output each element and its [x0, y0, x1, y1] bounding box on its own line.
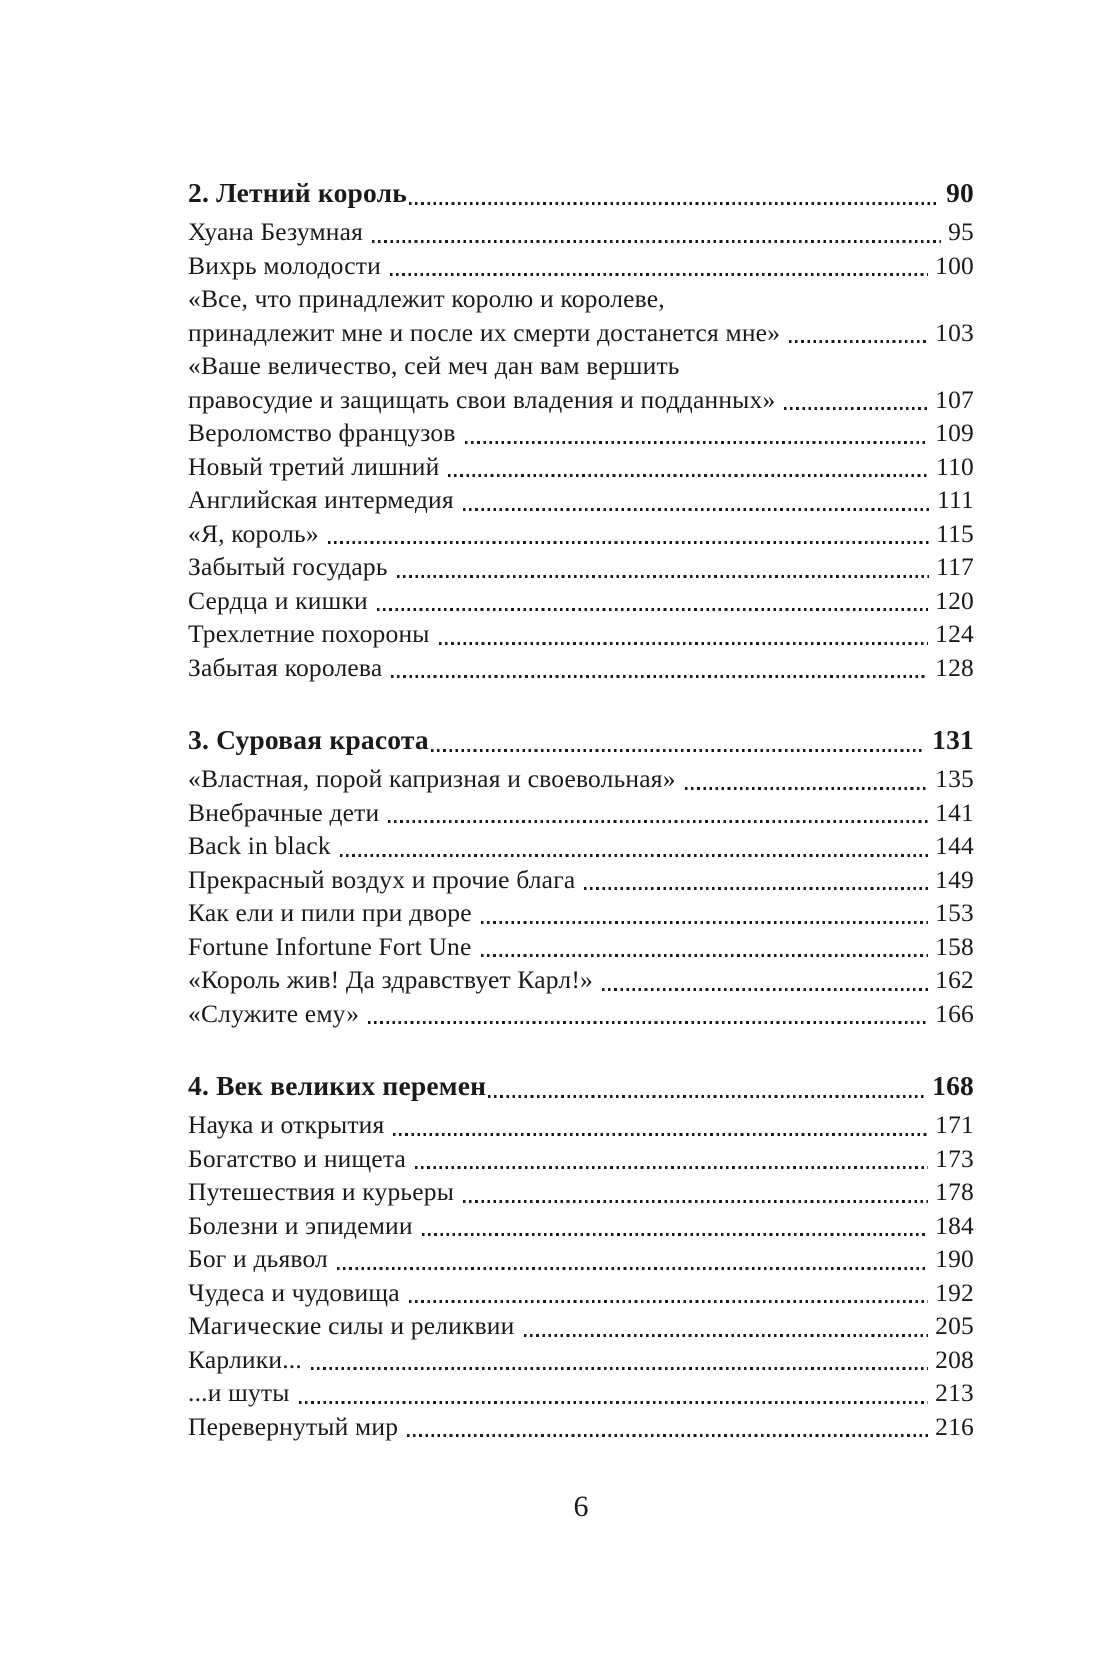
dot-leader	[409, 1300, 928, 1303]
toc-entry-page: 117	[936, 552, 974, 581]
toc-entry-title: 4. Век великих перемен	[188, 1070, 487, 1101]
toc-entry-page: 192	[935, 1277, 974, 1307]
toc-section-heading	[188, 174, 974, 211]
page-number-folio: 6	[573, 1490, 589, 1523]
toc-entry-page: 109	[935, 418, 974, 447]
toc-entry-page: 103	[935, 317, 974, 347]
toc-entry	[188, 316, 974, 350]
toc-entry	[188, 997, 974, 1031]
toc-entry-title: «Служите ему»	[188, 998, 360, 1028]
dot-leader	[299, 1401, 929, 1404]
toc-entry	[188, 1343, 974, 1377]
toc-entry-title: Fortune Infortune Fort Une	[188, 931, 472, 961]
dot-leader	[463, 1200, 928, 1203]
toc-section-heading	[188, 1067, 974, 1104]
toc-entry	[188, 1242, 974, 1276]
dot-leader	[685, 787, 928, 790]
toc-section-heading	[188, 721, 974, 758]
toc-entry-title: Богатство и нищета	[188, 1143, 407, 1173]
toc-entry	[188, 517, 974, 551]
dot-leader	[463, 508, 930, 511]
dot-leader	[377, 608, 928, 611]
toc-entry-page: 216	[935, 1411, 974, 1441]
dot-leader	[584, 887, 928, 890]
toc-entry	[188, 617, 974, 651]
toc-entry-page: 110	[936, 451, 974, 481]
dot-leader	[368, 1021, 928, 1024]
dot-leader	[393, 1133, 928, 1136]
toc-entry	[188, 796, 974, 830]
toc-entry	[188, 215, 974, 249]
dot-leader	[784, 407, 928, 410]
dot-leader	[337, 1267, 928, 1270]
toc-entry	[188, 450, 974, 484]
dot-leader	[789, 340, 928, 343]
toc-entry-title: Прекрасный воздух и прочие блага	[188, 864, 576, 894]
toc-entry	[188, 1309, 974, 1343]
toc-entry	[188, 416, 974, 450]
toc-entry-page: 162	[935, 965, 974, 994]
toc-entry	[188, 863, 974, 897]
dot-leader	[448, 474, 929, 477]
toc-entry	[188, 1209, 974, 1243]
toc-entry	[188, 1142, 974, 1176]
toc-section	[188, 1067, 974, 1443]
toc-entry-page: 173	[935, 1143, 974, 1173]
toc-entry-page: 111	[937, 485, 974, 514]
toc-entry-page: 90	[946, 177, 974, 208]
toc-entry-page: 166	[935, 998, 974, 1028]
toc-entry-title: ...и шуты	[188, 1378, 290, 1407]
dot-leader	[415, 1166, 928, 1169]
toc-entry-title: Трехлетние похороны	[188, 619, 430, 648]
toc-entry-page: 135	[935, 764, 974, 793]
toc-entry-page: 107	[935, 384, 974, 414]
toc-entry	[188, 550, 974, 584]
toc-entry-title: «Ваше величество, сей меч дан вам вершить	[188, 351, 680, 380]
dot-leader	[488, 1095, 925, 1098]
toc-entry-page: 190	[935, 1244, 974, 1273]
dot-leader	[524, 1334, 929, 1337]
toc-entry	[188, 1410, 974, 1444]
toc-entry	[188, 896, 974, 930]
toc-entry	[188, 930, 974, 964]
toc-entry-title: Как ели и пили при дворе	[188, 898, 472, 927]
toc-entry-page: 171	[935, 1110, 974, 1139]
toc-entry-title: Вероломство французов	[188, 418, 456, 447]
dot-leader	[465, 441, 929, 444]
dot-leader	[340, 854, 928, 857]
dot-leader	[481, 954, 929, 957]
toc-entry-title: Внебрачные дети	[188, 797, 380, 827]
toc-entry	[188, 963, 974, 997]
toc-entry-title: 3. Суровая красота	[188, 724, 429, 755]
toc-entry-page: 95	[948, 217, 974, 246]
toc-entry	[188, 483, 974, 517]
dot-leader	[328, 541, 929, 544]
toc-entry	[188, 584, 974, 618]
toc-entry-title: Новый третий лишний	[188, 451, 440, 481]
toc-entry-title: Вихрь молодости	[188, 250, 381, 280]
toc-entry-title: Бог и дьявол	[188, 1244, 328, 1273]
toc-entry	[188, 383, 974, 417]
dot-leader	[481, 921, 928, 924]
toc-entry-page: 131	[932, 724, 974, 755]
toc-entry-title: Хуана Безумная	[188, 217, 364, 246]
toc-entry-title: «Я, король»	[188, 518, 319, 548]
toc-entry-page: 141	[935, 797, 974, 827]
dot-leader	[391, 675, 928, 678]
toc-entry	[188, 1175, 974, 1209]
toc-entry-page: 124	[935, 619, 974, 648]
toc-entry-title: Карлики...	[188, 1344, 302, 1374]
toc-section	[188, 174, 974, 684]
toc-entry-title: правосудие и защищать свои владения и подданных»	[188, 384, 776, 414]
toc-entry-title: Магические силы и реликвии	[188, 1311, 515, 1340]
toc-entry-title: Болезни и эпидемии	[188, 1210, 413, 1240]
toc-entry	[188, 1276, 974, 1310]
dot-leader	[388, 820, 928, 823]
toc-entry-page: 128	[935, 652, 974, 682]
toc-entry-page: 178	[935, 1177, 974, 1206]
dot-leader	[397, 575, 929, 578]
dot-leader	[311, 1367, 928, 1370]
toc-entry-title: 2. Летний король	[188, 177, 408, 208]
toc-entry-title: «Властная, порой капризная и своевольная»	[188, 764, 676, 793]
toc-entry-title: Back in black	[188, 831, 331, 860]
toc-entry-title: Сердца и кишки	[188, 585, 368, 615]
dot-leader	[407, 1434, 928, 1437]
toc-entry-page: 205	[935, 1311, 974, 1340]
toc-entry-page: 144	[935, 831, 974, 860]
dot-leader	[422, 1233, 928, 1236]
dot-leader	[602, 988, 928, 991]
toc-entry-page: 213	[935, 1378, 974, 1407]
toc-entry	[188, 651, 974, 685]
toc-entry-title: Путешествия и курьеры	[188, 1177, 455, 1206]
toc-entry-page: 158	[935, 931, 974, 961]
toc-entry	[188, 1376, 974, 1410]
dot-leader	[409, 202, 939, 205]
toc-section	[188, 721, 974, 1030]
dot-leader	[431, 749, 925, 752]
toc-entry	[188, 249, 974, 283]
toc-entry	[188, 829, 974, 863]
toc-entry-title: Английская интермедия	[188, 485, 454, 514]
toc-entry-page: 153	[935, 898, 974, 927]
toc-entry	[188, 282, 974, 316]
toc-entry-title: «Король жив! Да здравствует Карл!»	[188, 965, 593, 994]
toc-entry-title: Чудеса и чудовища	[188, 1277, 400, 1307]
toc-entry	[188, 1108, 974, 1142]
toc-entry-page: 149	[935, 864, 974, 894]
table-of-contents	[188, 174, 974, 1525]
toc-entry-page: 168	[932, 1070, 974, 1101]
toc-entry	[188, 349, 974, 383]
toc-entry	[188, 762, 974, 796]
toc-entry-page: 100	[935, 250, 974, 280]
dot-leader	[439, 642, 929, 645]
dot-leader	[372, 240, 941, 243]
toc-entry-title: Забытая королева	[188, 652, 383, 682]
toc-entry-title: Забытый государь	[188, 552, 388, 581]
toc-entry-page: 115	[936, 518, 974, 548]
toc-entry-page: 120	[935, 585, 974, 615]
toc-entry-title: принадлежит мне и после их смерти достанется мне»	[188, 317, 781, 347]
toc-entry-title: «Все, что принадлежит королю и королеве,	[188, 284, 665, 313]
toc-entry-title: Перевернутый мир	[188, 1411, 399, 1441]
dot-leader	[390, 273, 928, 276]
toc-entry-page: 208	[935, 1344, 974, 1374]
toc-entry-title: Наука и открытия	[188, 1110, 385, 1139]
toc-entry-page: 184	[935, 1210, 974, 1240]
